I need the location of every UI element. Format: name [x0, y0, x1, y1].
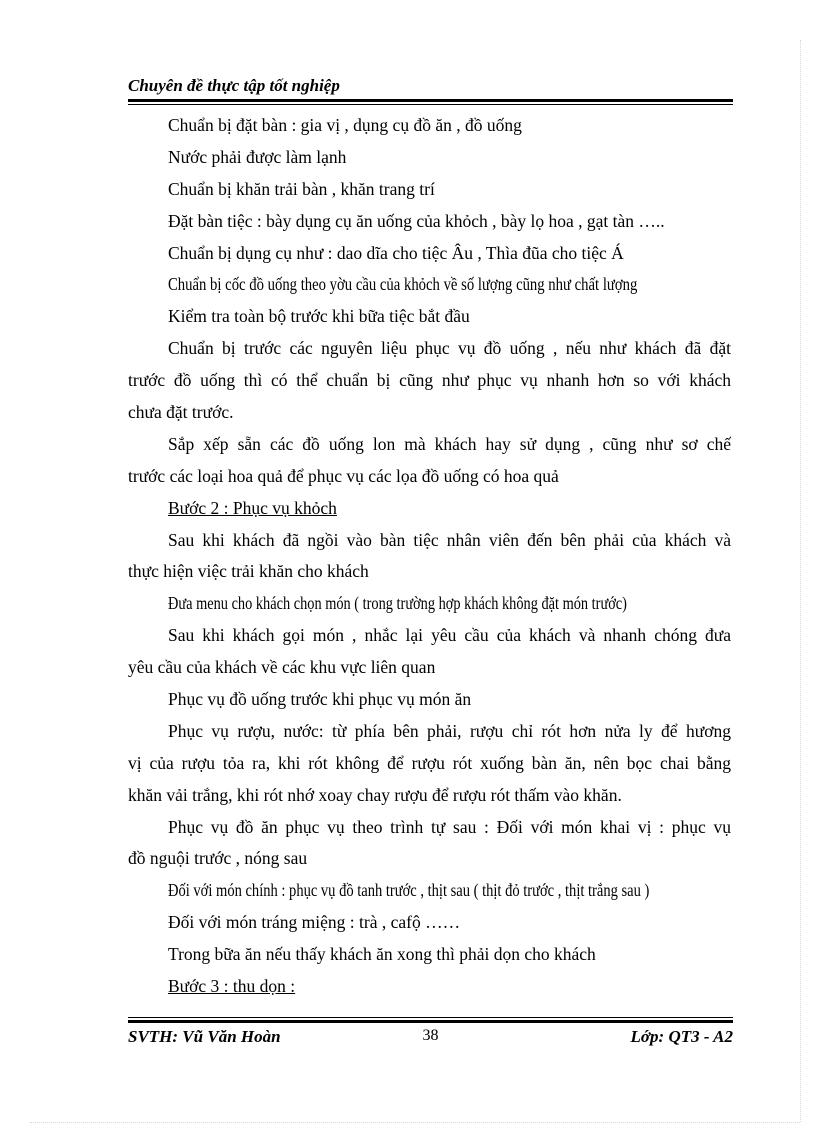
body-line: Sau khi khách gọi món , nhắc lại yêu cầu của khách và nhanh chóng đưa	[168, 625, 731, 646]
section-heading-text: Bước 2 : Phục vụ khỏch	[168, 497, 337, 518]
section-heading-text: Bước 3 : thu dọn :	[168, 976, 296, 997]
footer-class: Lớp: QT3 - A2	[630, 1027, 733, 1046]
body-line-text: Đưa menu cho khách chọn món ( trong trường hợp khách không đặt món trước)	[168, 593, 627, 614]
body-line: khăn vải trắng, khi rót nhớ xoay chay rượu để rượu rót thấm vào khăn.	[128, 784, 622, 805]
body-line: Chuẩn bị đặt bàn : gia vị , dụng cụ đồ ăn , đồ uống	[168, 115, 522, 135]
footer-student-name: SVTH: Vũ Văn Hoàn	[128, 1027, 281, 1046]
header-rule-thin	[128, 104, 733, 105]
footer-rule-thick	[128, 1020, 733, 1023]
body-line: Chuẩn bị dụng cụ như : dao dĩa cho tiệc Âu , Thìa đũa cho tiệc Á	[168, 242, 624, 263]
document-body	[128, 110, 731, 1003]
body-line: đồ nguội trước , nóng sau	[128, 848, 308, 869]
body-line: Phục vụ rượu, nước: từ phía bên phải, rượu chỉ rót hơn nửa ly để hương	[168, 720, 731, 741]
body-line: vị của rượu tỏa ra, khi rót không để rượu rót xuống bàn ăn, nên bọc chai bằng	[128, 752, 731, 773]
body-line: Nước phải được làm lạnh	[168, 146, 347, 167]
body-line-text: Đối với món chính : phục vụ đồ tanh trước , thịt sau ( thịt đỏ trước , thịt trắng sau )	[168, 880, 650, 901]
body-line: yêu cầu của khách về các khu vực liên quan	[128, 657, 436, 678]
body-line: Sau khi khách đã ngồi vào bàn tiệc nhân viên đến bên phải của khách và	[168, 529, 731, 550]
body-line: Trong bữa ăn nếu thấy khách ăn xong thì phải dọn cho khách	[168, 944, 596, 965]
body-line	[128, 588, 731, 620]
section-heading-step-2	[128, 493, 731, 525]
footer-page-number: 38	[422, 1027, 439, 1044]
page-header-title: Chuyên đề thực tập tốt nghiệp	[128, 76, 340, 95]
page-edge-right	[800, 40, 801, 1122]
body-line: Chuẩn bị khăn trải bàn , khăn trang trí	[168, 178, 435, 199]
body-line: Đặt bàn tiệc : bày dụng cụ ăn uống của khỏch , bày lọ hoa , gạt tàn …..	[168, 210, 665, 231]
body-line: thực hiện việc trải khăn cho khách	[128, 561, 369, 582]
body-line	[128, 269, 731, 301]
body-line: Phục vụ đồ uống trước khi phục vụ món ăn	[168, 689, 472, 710]
body-line	[128, 875, 731, 907]
body-line: Kiểm tra toàn bộ trước khi bữa tiệc bắt đầu	[168, 306, 470, 327]
body-line: chưa đặt trước.	[128, 402, 234, 423]
header-rule-thick	[128, 99, 733, 102]
section-heading-step-3	[128, 971, 731, 1003]
body-line: Chuẩn bị trước các nguyên liệu phục vụ đồ uống , nếu như khách đã đặt	[168, 338, 731, 359]
body-line: Sắp xếp sẵn các đồ uống lon mà khách hay sử dụng , cũng như sơ chế	[168, 433, 731, 454]
body-line-text: Chuẩn bị cốc đồ uống theo yờu cầu của khỏch về số lượng cũng như chất lượng	[168, 274, 638, 295]
body-line: trước đồ uống thì có thể chuẩn bị cũng như phục vụ nhanh hơn so với khách	[128, 370, 731, 391]
body-line: Phục vụ đồ ăn phục vụ theo trình tự sau : Đối với món khai vị : phục vụ	[168, 816, 731, 837]
body-line: trước các loại hoa quả để phục vụ các lọa đồ uống có hoa quả	[128, 465, 559, 486]
body-line: Đối với món tráng miệng : trà , cafộ ……	[168, 912, 461, 933]
footer-rule-thin	[128, 1017, 733, 1018]
